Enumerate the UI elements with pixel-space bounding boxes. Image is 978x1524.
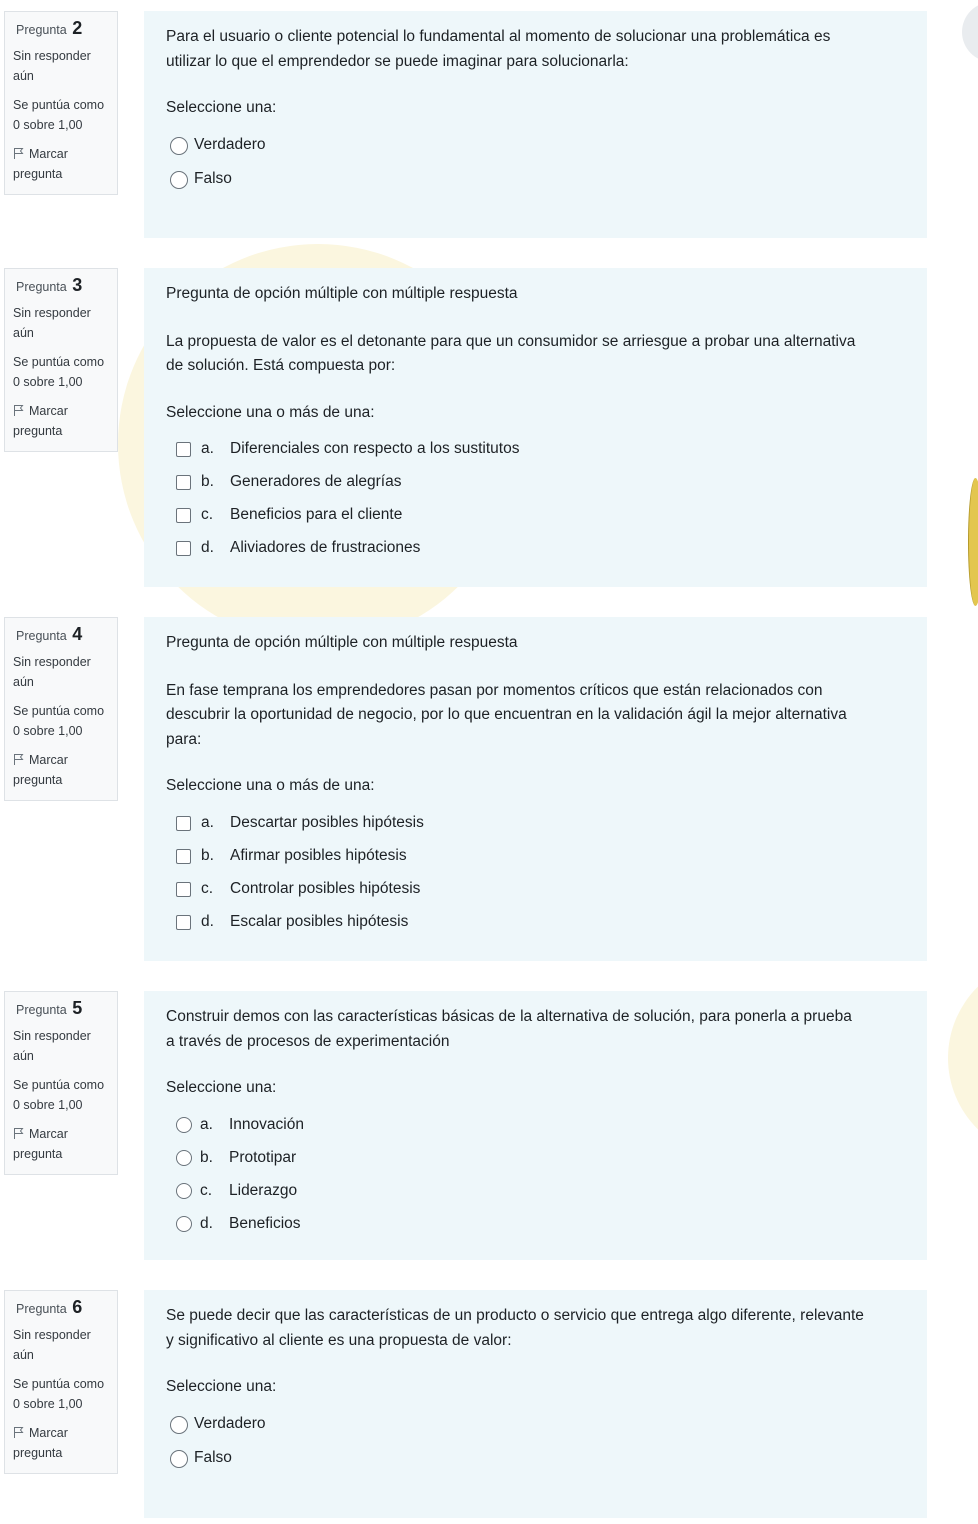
checkbox[interactable] — [176, 508, 191, 523]
answer-option[interactable]: Falso — [166, 163, 907, 197]
answer-option[interactable]: Falso — [166, 1442, 907, 1476]
question-grade: Se puntúa como 0 sobre 1,00 — [13, 1377, 105, 1411]
radio-button[interactable] — [176, 1117, 192, 1133]
question-state: Sin responder aún — [13, 49, 91, 83]
checkbox[interactable] — [176, 915, 191, 930]
answer-list — [166, 1408, 907, 1476]
question-text: Se puede decir que las características de un producto o servicio que entrega algo diferente, relevante y significativo al cliente es una propuesta de valor: — [166, 1307, 864, 1349]
answer-option[interactable]: a. Descartar posibles hipótesis — [166, 807, 907, 840]
checkbox[interactable] — [176, 541, 191, 556]
checkbox[interactable] — [176, 849, 191, 864]
answer-option[interactable]: c. Beneficios para el cliente — [166, 499, 907, 532]
scroll-indicator — [968, 478, 978, 606]
background-decoration — [962, 2, 978, 62]
answer-option[interactable]: d. Beneficios — [166, 1208, 907, 1241]
checkbox[interactable] — [176, 475, 191, 490]
answer-option[interactable]: c. Liderazgo — [166, 1175, 907, 1208]
answer-option[interactable]: d. Aliviadores de frustraciones — [166, 532, 907, 565]
answer-option[interactable]: Verdadero — [166, 129, 907, 163]
answer-option[interactable]: b. Prototipar — [166, 1142, 907, 1175]
flag-question-link[interactable]: Marcar pregunta — [13, 1127, 68, 1161]
question-content — [144, 1290, 927, 1518]
question-state: Sin responder aún — [13, 1328, 91, 1362]
radio-button[interactable] — [170, 1450, 188, 1468]
radio-button[interactable] — [176, 1150, 192, 1166]
question-text: En fase temprana los emprendedores pasan por momentos críticos que están relacionados con descubrir la oportunidad de negocio, por lo que encuentran en la validación ágil la mejor alternativa para: — [166, 681, 847, 748]
question-state: Sin responder aún — [13, 306, 91, 340]
question-content — [144, 617, 927, 961]
radio-button[interactable] — [170, 137, 188, 155]
flag-icon — [13, 1426, 25, 1438]
flag-question-link[interactable]: Marcar pregunta — [13, 147, 68, 181]
question-info — [4, 617, 118, 801]
flag-icon — [13, 1127, 25, 1139]
question-info — [4, 268, 118, 452]
question-state: Sin responder aún — [13, 1029, 91, 1063]
question-grade: Se puntúa como 0 sobre 1,00 — [13, 704, 105, 738]
answer-prompt: Seleccione una o más de una: — [166, 403, 375, 421]
answer-option[interactable]: a. Innovación — [166, 1109, 907, 1142]
question-text: La propuesta de valor es el detonante para que un consumidor se arriesgue a probar una alternativa de solución. Está compuesta por: — [166, 332, 856, 374]
question-grade: Se puntúa como 0 sobre 1,00 — [13, 1078, 105, 1112]
question-content — [144, 268, 927, 587]
question-content — [144, 991, 927, 1260]
question-number: Pregunta 6 — [16, 1297, 83, 1317]
question-number: Pregunta 4 — [16, 624, 83, 644]
answer-option[interactable]: d. Escalar posibles hipótesis — [166, 906, 907, 939]
question-number: Pregunta 5 — [16, 998, 83, 1018]
answer-prompt: Seleccione una: — [166, 1378, 277, 1395]
radio-button[interactable] — [170, 1416, 188, 1434]
question-type: Pregunta de opción múltiple con múltiple respuesta — [166, 285, 518, 302]
question-content — [144, 11, 927, 238]
flag-icon — [13, 404, 25, 416]
flag-question-link[interactable]: Marcar pregunta — [13, 753, 68, 787]
flag-icon — [13, 147, 25, 159]
radio-button[interactable] — [170, 171, 188, 189]
answer-prompt: Seleccione una o más de una: — [166, 777, 375, 794]
question-number: Pregunta 3 — [16, 275, 83, 295]
question-state: Sin responder aún — [13, 655, 91, 689]
answer-list — [166, 433, 907, 565]
radio-button[interactable] — [176, 1183, 192, 1199]
question-text: Construir demos con las características básicas de la alternativa de solución, para ponerla a prueba a través de procesos de experimentación — [166, 1008, 852, 1050]
question-number: Pregunta 2 — [16, 18, 83, 38]
answer-list — [166, 807, 907, 939]
answer-prompt: Seleccione una: — [166, 99, 277, 116]
question-info — [4, 1290, 118, 1474]
answer-prompt: Seleccione una: — [166, 1079, 277, 1096]
question-type: Pregunta de opción múltiple con múltiple respuesta — [166, 634, 518, 651]
answer-list — [166, 129, 907, 197]
question-grade: Se puntúa como 0 sobre 1,00 — [13, 98, 105, 132]
radio-button[interactable] — [176, 1216, 192, 1232]
answer-list — [166, 1109, 907, 1241]
answer-option[interactable]: c. Controlar posibles hipótesis — [166, 873, 907, 906]
background-decoration — [948, 958, 978, 1158]
question-grade: Se puntúa como 0 sobre 1,00 — [13, 355, 105, 389]
question-info — [4, 991, 118, 1175]
answer-option[interactable]: b. Generadores de alegrías — [166, 466, 907, 499]
flag-question-link[interactable]: Marcar pregunta — [13, 1426, 68, 1460]
answer-option[interactable]: b. Afirmar posibles hipótesis — [166, 840, 907, 873]
answer-option[interactable]: Verdadero — [166, 1408, 907, 1442]
flag-question-link[interactable]: Marcar pregunta — [13, 404, 68, 438]
checkbox[interactable] — [176, 442, 191, 457]
question-text: Para el usuario o cliente potencial lo fundamental al momento de solucionar una problemática es utilizar lo que el emprendedor se puede imaginar para solucionarla: — [166, 28, 831, 70]
answer-option[interactable]: a. Diferenciales con respecto a los sustitutos — [166, 433, 907, 466]
question-info — [4, 11, 118, 195]
checkbox[interactable] — [176, 816, 191, 831]
flag-icon — [13, 753, 25, 765]
checkbox[interactable] — [176, 882, 191, 897]
